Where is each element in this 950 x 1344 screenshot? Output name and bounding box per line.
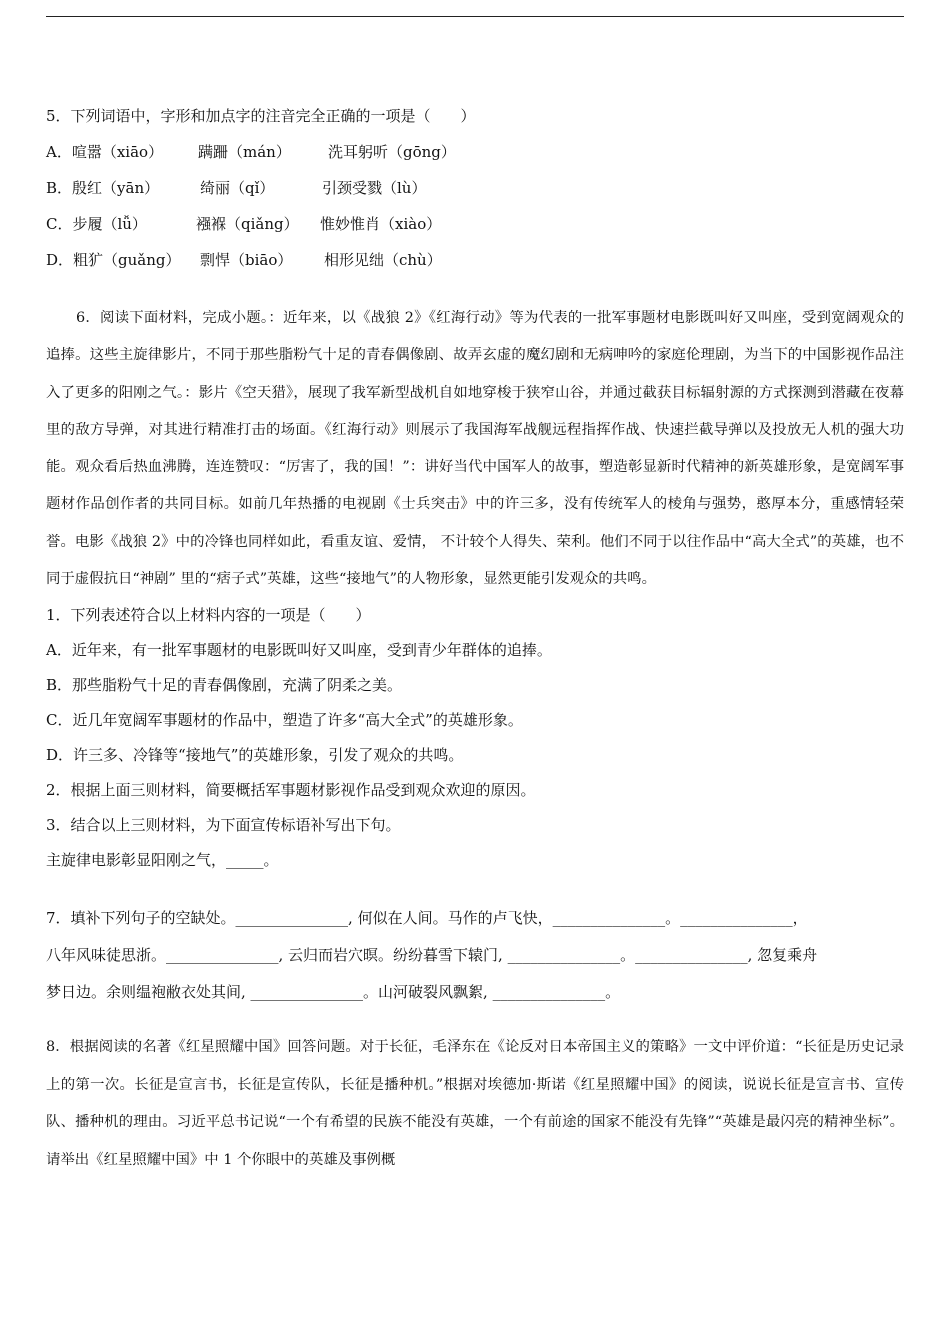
question-6	[46, 300, 904, 878]
option-c-word-3: 惟妙惟肖（xiào）	[320, 215, 442, 233]
option-c-word-1: C．步履（lǚ）	[46, 215, 147, 233]
question-7-line-3[interactable]: 梦日边。余则缊袍敝衣处其间, _______________。山河破裂风飘絮, _______________。	[46, 983, 621, 1002]
option-c-word-2: 襁褓（qiǎng）	[196, 215, 299, 233]
question-5-option-a[interactable]	[46, 134, 904, 170]
question-6-sub3: 3．结合以上三则材料，为下面宣传标语补写出下句。	[46, 816, 401, 835]
question-5-stem: 5．下列词语中，字形和加点字的注音完全正确的一项是（ ）	[46, 107, 476, 125]
question-6-sub2: 2．根据上面三则材料，简要概括军事题材影视作品受到观众欢迎的原因。	[46, 781, 536, 800]
passage-text: 6．阅读下面材料，完成小题。：近年来，以《战狼 2》《红海行动》等为代表的一批军事题材电影既叫好又叫座，受到宽阔观众的追捧。这些主旋律影片，不同于那些脂粉气十足的青春偶像剧、故弄玄虚的魔幻剧和无病呻吟的家庭伦理剧，为当下的中国影视作品注入了更多的阳刚之气。：影片《空天猎》，展现了我军新型战机自如地穿梭于狭窄山谷，并通过截获目标辐射源的方式探测到潜藏在夜幕里的敌方导弹，对其进行精准打击的场面。《红海行动》则展示了我国海军战舰远程指挥作战、快速拦截导弹以及投放无人机的强大功能。观众看后热血沸腾，连连赞叹：“厉害了，我的国！”：讲好当代中国军人的故事，塑造彰显新时代精神的新英雄形象，是宽阔军事题材作品创作者的共同目标。如前几年热播的电视剧《士兵突击》中的许三多，没有传统军人的棱角与强势，憨厚本分，重感情轻荣誉。电影《战狼 2》中的冷锋也同样如此，看重友谊、爱情， 不计较个人得失、荣利。他们不同于以往作品中“高大全式”的英雄，也不同于虚假抗日“神剧” 里的“痞子式”英雄，这些“接地气”的人物形象，显然更能引发观众的共鸣。	[46, 310, 904, 588]
question-8	[46, 1029, 904, 1179]
option-a-word-3: 洗耳躬听（gōng）	[328, 143, 456, 161]
exam-page	[46, 98, 904, 1179]
question-5	[46, 98, 904, 278]
header-rule	[46, 16, 904, 17]
question-6-passage	[46, 300, 904, 598]
spacer	[46, 878, 904, 900]
question-8-text: 8．根据阅读的名著《红星照耀中国》回答问题。对于长征，毛泽东在《论反对日本帝国主义的策略》一文中评价道：“长征是历史记录上的第一次。长征是宣言书，长征是宣传队，长征是播种机。”根据对埃德加·斯诺《红星照耀中国》的阅读，说说长征是宣言书、宣传队、播种机的理由。习近平总书记说“一个有希望的民族不能没有英雄，一个有前途的国家不能没有先锋”“英雄是最闪亮的精神坐标”。请举出《红星照耀中国》中 1 个你眼中的英雄及事例概	[46, 1039, 904, 1168]
option-a-word-2: 蹒跚（mán）	[198, 143, 291, 161]
sub1-option-d[interactable]: D．许三多、冷锋等“接地气”的英雄形象，引发了观众的共鸣。	[46, 746, 464, 765]
option-d-word-2: 剽悍（biāo）	[200, 251, 293, 269]
sub1-option-c[interactable]: C．近几年宽阔军事题材的作品中，塑造了许多“高大全式”的英雄形象。	[46, 711, 523, 730]
question-5-option-b[interactable]	[46, 170, 904, 206]
sub1-option-a[interactable]: A．近年来，有一批军事题材的电影既叫好又叫座，受到青少年群体的追捧。	[46, 641, 552, 660]
option-a-word-1: A．喧嚣（xiāo）	[46, 143, 164, 161]
spacer	[46, 278, 904, 300]
question-5-option-c[interactable]	[46, 206, 904, 242]
spacer	[46, 1011, 904, 1029]
question-5-option-d[interactable]	[46, 242, 904, 278]
question-6-sub1-stem: 1．下列表述符合以上材料内容的一项是（ ）	[46, 606, 371, 625]
option-b-word-3: 引颈受戮（lù）	[322, 179, 427, 197]
option-d-word-1: D．粗犷（guǎng）	[46, 251, 181, 269]
option-b-word-1: B．殷红（yān）	[46, 179, 160, 197]
sub1-option-b[interactable]: B．那些脂粉气十足的青春偶像剧，充满了阴柔之美。	[46, 676, 403, 695]
option-b-word-2: 绮丽（qǐ）	[200, 179, 275, 197]
slogan-fill-line[interactable]: 主旋律电影彰显阳刚之气，_____。	[46, 851, 279, 870]
option-d-word-3: 相形见绌（chù）	[324, 251, 442, 269]
question-7-line-2[interactable]: 八年风味徒思浙。_______________, 云归而岩穴暝。纷纷暮雪下辕门, _______________。_______________, 忽复乘舟	[46, 946, 818, 965]
question-7-line-1[interactable]: 7．填补下列句子的空缺处。_______________, 何似在人间。马作的卢飞快，_______________。_______________，	[46, 909, 808, 928]
question-7	[46, 900, 904, 1011]
